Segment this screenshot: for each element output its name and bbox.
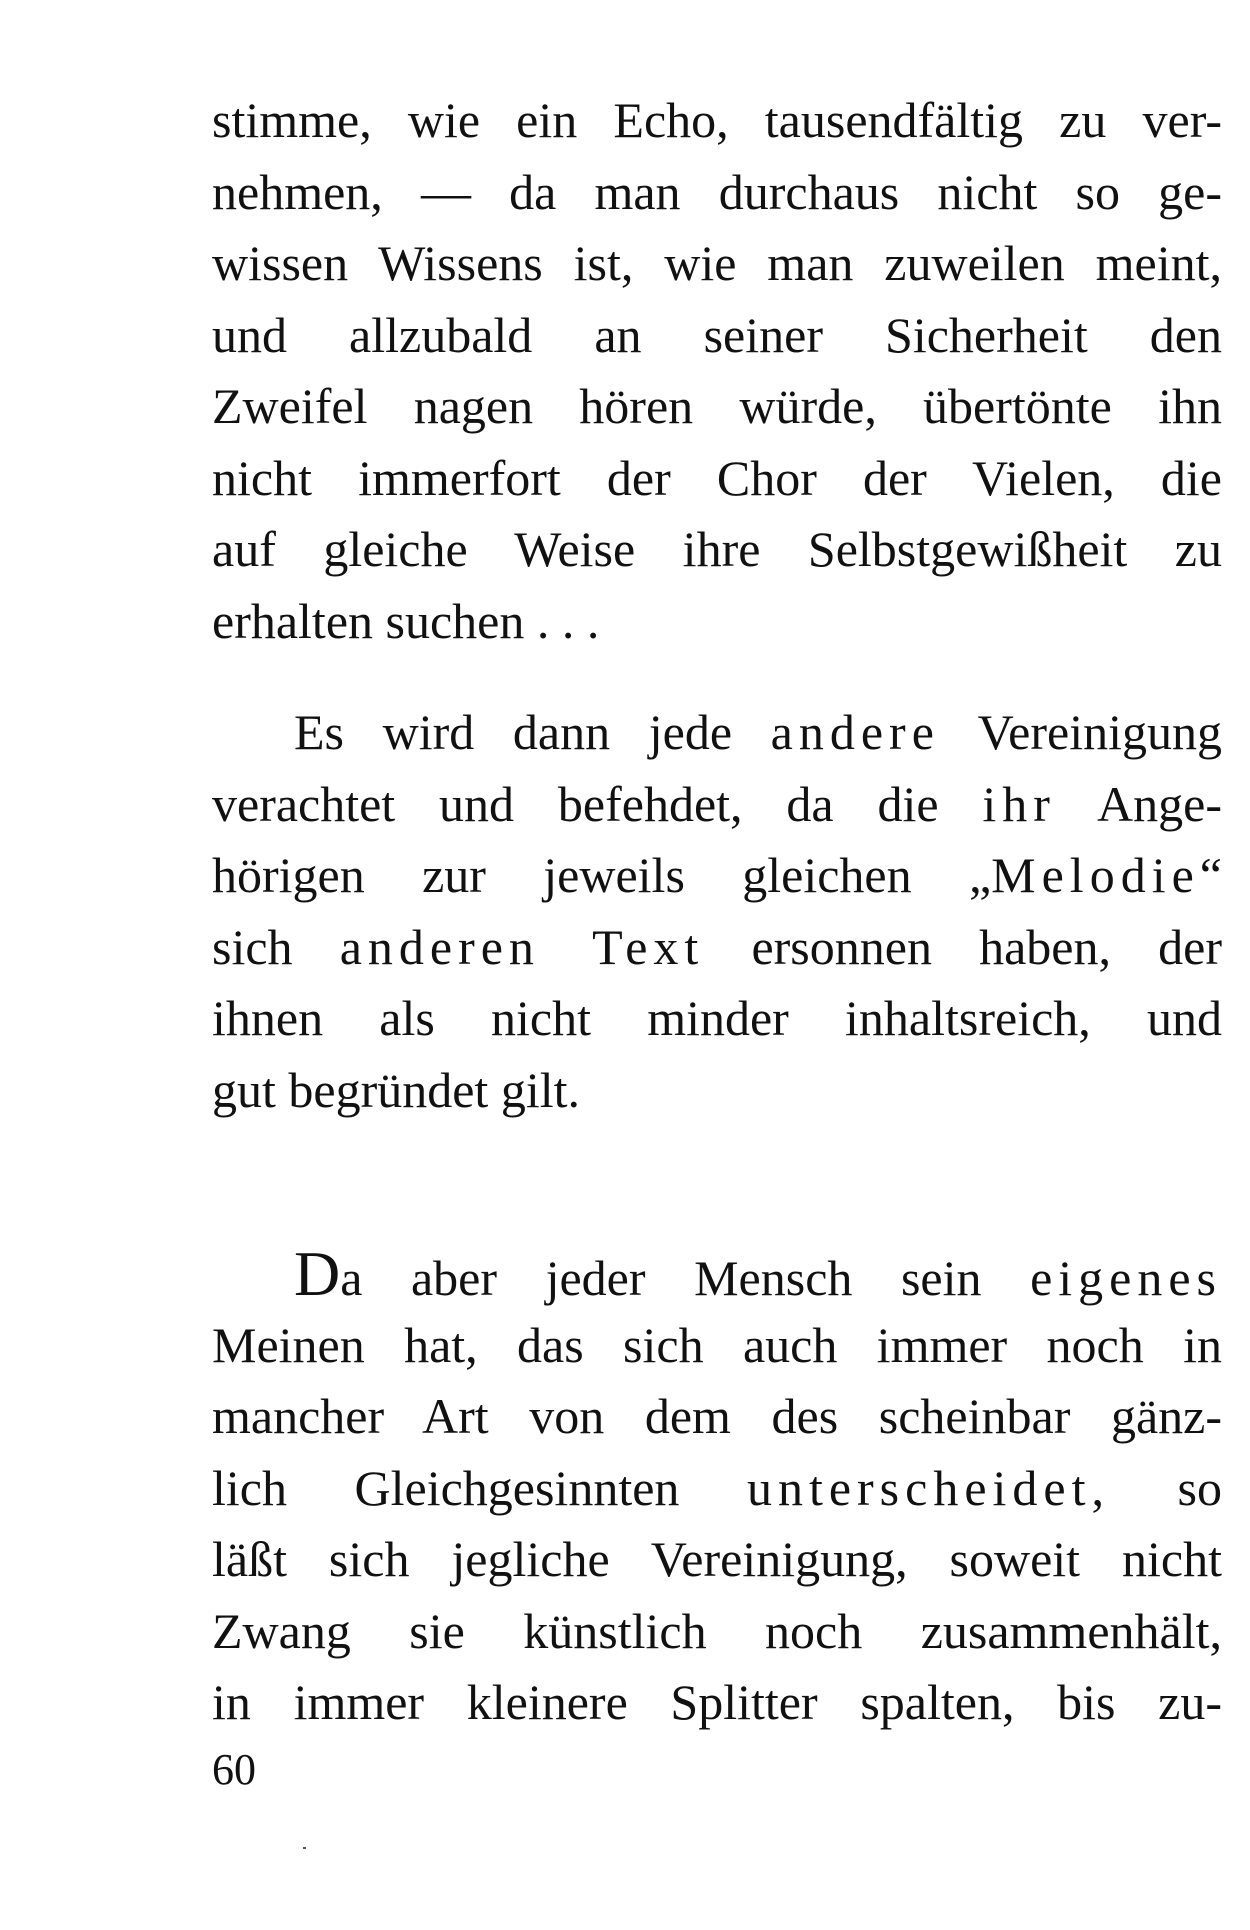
text-run: lich Gleichgesinnten bbox=[212, 1459, 747, 1516]
text-line: auf gleiche Weise ihre Selbstgewißheit zu bbox=[212, 521, 1222, 577]
text-line: mancher Art von dem des scheinbar gänz- bbox=[212, 1388, 1222, 1444]
text-line: erhalten suchen . . . bbox=[212, 592, 600, 649]
text-line bbox=[212, 1238, 1222, 1310]
emphasis-text: unterscheidet, bbox=[746, 1459, 1110, 1516]
page-number: 60 bbox=[212, 1745, 256, 1794]
emphasis-text: anderen Text bbox=[339, 918, 705, 975]
text-run: ersonnen haben, der bbox=[704, 918, 1222, 975]
paragraph-2 bbox=[212, 697, 1222, 1126]
text-line: Meinen hat, das sich auch immer noch in bbox=[212, 1316, 1222, 1373]
text-line: Zwang sie künstlich noch zusammenhält, bbox=[212, 1602, 1222, 1659]
text-run: sich bbox=[212, 918, 340, 975]
drop-cap: D bbox=[294, 1238, 341, 1309]
text-line: ihnen als nicht minder inhaltsreich, und bbox=[212, 990, 1222, 1046]
text-line bbox=[212, 912, 1222, 984]
text-line: in immer kleinere Splitter spalten, bis zu- bbox=[212, 1674, 1222, 1730]
text-line bbox=[212, 697, 1222, 769]
text-run: Vereinigung bbox=[939, 704, 1223, 760]
text-run: hörigen zur jeweils gleichen „ bbox=[212, 847, 992, 903]
text-run: a aber jeder Mensch sein bbox=[340, 1250, 1031, 1306]
text-line: stimme, wie ein Echo, tausendfältig zu ver- bbox=[212, 92, 1222, 148]
text-line: und allzubald an seiner Sicherheit den bbox=[212, 306, 1222, 363]
text-line: nehmen, — da man durchaus nicht so ge- bbox=[212, 163, 1222, 220]
text-line: Zweifel nagen hören würde, übertönte ihn bbox=[212, 378, 1222, 434]
text-run: Ange- bbox=[1055, 775, 1222, 832]
text-line: läßt sich jegliche Vereinigung, soweit nicht bbox=[212, 1531, 1222, 1587]
emphasis-text: andere bbox=[770, 704, 940, 760]
paragraph-3 bbox=[212, 1238, 1222, 1739]
paragraph-1 bbox=[212, 85, 1222, 657]
text-line: nicht immerfort der Chor der Vielen, die bbox=[212, 449, 1222, 506]
text-run: “ bbox=[1199, 847, 1222, 903]
text-line: gut begründet gilt. bbox=[212, 1061, 580, 1118]
text-run: so bbox=[1110, 1459, 1222, 1516]
text-line bbox=[212, 840, 1222, 912]
text-run: verachtet und befehdet, da die bbox=[212, 775, 983, 832]
text-run: Es wird dann jede bbox=[294, 704, 771, 760]
emphasis-text: Melodie bbox=[991, 847, 1200, 903]
text-line bbox=[212, 769, 1222, 841]
text-line bbox=[212, 1453, 1222, 1525]
emphasis-text: ihr bbox=[982, 775, 1056, 832]
emphasis-text: eigenes bbox=[1030, 1250, 1222, 1306]
text-line: wissen Wissens ist, wie man zuweilen meint, bbox=[212, 235, 1222, 291]
print-speck bbox=[303, 1847, 306, 1849]
